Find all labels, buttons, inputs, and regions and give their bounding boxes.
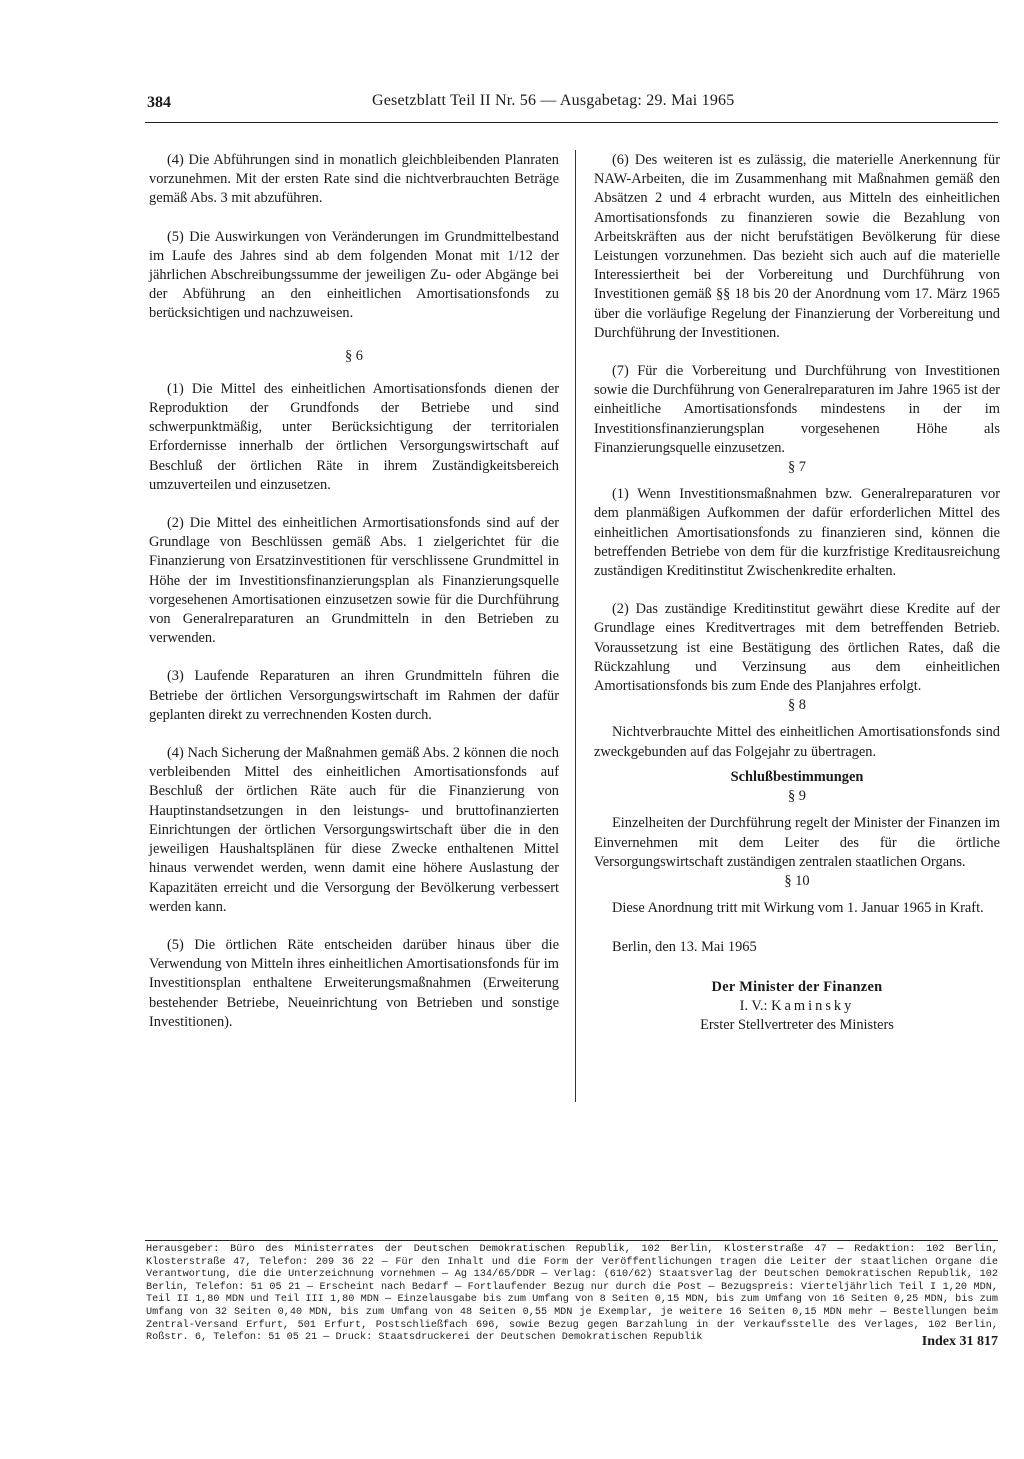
signature-name: Kaminsky (771, 997, 855, 1014)
signature-block (594, 978, 1000, 1036)
paragraph-5-5: (5) Die Auswirkungen von Veränderungen im Grundmittelbestand im Laufe des Jahres sind ab dem folgenden Monat mit 1/12 der jährlichen Abschreibungssumme der jeweiligen Zu- oder Abgänge bei der Abführung an den einheitlichen Amortisationsfonds zu berücksichtigen und nachzuweisen. (149, 228, 559, 322)
paragraph-10: Diese Anordnung tritt mit Wirkung vom 1. Januar 1965 in Kraft. (612, 900, 984, 917)
place-date: Berlin, den 13. Mai 1965 (612, 939, 757, 956)
signature-authority: Der Minister der Finanzen (711, 978, 883, 995)
section-heading-7: § 7 (788, 459, 806, 476)
right-column (594, 151, 1000, 1035)
paragraph-7-2: (2) Das zuständige Kreditinstitut gewährt diese Kredite auf der Grundlage eines Kreditvertrages mit dem betreffenden Betrieb. Voraussetzung ist eine Bestätigung des örtlichen Rates, daß die Rückzahlung und Verzinsung aus dem einheitlichen Amortisationsfonds bis zum Ende des Planjahres erfolgt. (594, 601, 1000, 695)
paragraph-8: Nichtverbrauchte Mittel des einheitlichen Amortisationsfonds sind zweckgebunden auf das Folgejahr zu übertragen. (594, 724, 1000, 760)
signature-prefix: I. V.: (739, 997, 768, 1014)
section-heading-8: § 8 (788, 697, 806, 714)
paragraph-6-3: (3) Laufende Reparaturen an ihren Grundmitteln führen die Betriebe der örtlichen Versorgungswirtschaft im Rahmen der dafür geplanten direkt zu verrechnenden Kosten durch. (149, 668, 559, 723)
paragraph-6-6: (6) Des weiteren ist es zulässig, die materielle Anerkennung für NAW-Arbeiten, die im Zusammenhang mit Maßnahmen gemäß den Absätzen 2 und 4 erbracht wurden, aus Mitteln des einheitlichen Amortisationsfonds zu finanzieren sowie die Bezahlung von Arbeitskräften aus der nicht berufstätigen Bevölkerung für diese Leistungen vorzunehmen. Das bezieht sich auch auf die materielle Interessiertheit bei der Vorbereitung und Durchführung von Investitionen gemäß §§ 18 bis 20 der Anordnung vom 17. März 1965 über die vorläufige Regelung der Finanzierung der Vorbereitung und Durchführung der Investitionen. (594, 152, 1000, 341)
footer-rule (145, 1240, 998, 1241)
paragraph-6-1: (1) Die Mittel des einheitlichen Amortisationsfonds dienen der Reproduktion der Grundfonds der Betriebe und sind schwerpunktmäßig, unter Berücksichtigung der territorialen Erfordernisse innerhalb der örtlichen Versorgungswirtschaft auf Beschluß der örtlichen Räte in ihrem Zuständigkeitsbereich umzuverteilen und einzusetzen. (149, 380, 559, 493)
page-header-title: Gesetzblatt Teil II Nr. 56 — Ausgabetag: 29. Mai 1965 (372, 92, 735, 109)
index-number: Index 31 817 (921, 1334, 998, 1349)
signature-name-line (594, 997, 1000, 1016)
paragraph-6-4: (4) Nach Sicherung der Maßnahmen gemäß Abs. 2 können die noch verbleibenden Mittel des einheitlichen Amortisationsfonds auf Beschluß der örtlichen Räte auch für die Finanzierung von Hauptinstandsetzungen in den leistungs- und bruttofinanzierten Einrichtungen der örtlichen Versorgungswirtschaft über die in den jeweiligen Haushaltsplänen für diese Zwecke enthaltenen Mittel hinaus verwendet werden, wenn damit eine höhere Auslastung der Kapazitäten erreicht und die Versorgung der Bevölkerung verbessert werden kann. (149, 745, 559, 915)
column-divider (575, 150, 576, 1102)
final-provisions-heading: Schlußbestimmungen (730, 768, 864, 785)
page-number: 384 (147, 94, 171, 111)
imprint-text: Herausgeber: Büro des Ministerrates der Deutschen Demokratischen Republik, 102 Berlin, Klosterstraße 47 — Redaktion: 102 Berlin, Klosterstraße 47, Telefon: 209 36 22 — Für den Inhalt und die Form der Veröffentlichungen tragen die Leiter der staatlichen Organe die Verantwortung, die die Unterzeichnung vornehmen — Ag 134/65/DDR — Verlag: (610/62) Staatsverlag der Deutschen Demokratischen Republik, 102 Berlin, Telefon: 51 05 21 — Erscheint nach Bedarf — Fortlaufender Bezug nur durch die Post — Bezugspreis: Vierteljährlich Teil I 1,20 MDN, Teil II 1,80 MDN und Teil III 1,80 MDN — Einzelausgabe bis zum Umfang von 8 Seiten 0,15 MDN, bis zum Umfang von 16 Seiten 0,25 MDN, bis zum Umfang von 32 Seiten 0,40 MDN, bis zum Umfang von 48 Seiten 0,55 MDN je Exemplar, je weitere 16 Seiten 0,15 MDN mehr — Bestellungen beim Zentral-Versand Erfurt, 501 Erfurt, Postschließfach 696, sowie Bezug gegen Barzahlung in der Verkaufsstelle des Verlages, 102 Berlin, Roßstr. 6, Telefon: 51 05 21 — Druck: Staatsdruckerei der Deutschen Demokratischen Republik (146, 1244, 998, 1344)
paragraph-6-7: (7) Für die Vorbereitung und Durchführung von Investitionen sowie die Durchführung von Generalreparaturen im Jahre 1965 ist der einheitliche Amortisationsfonds mindestens in der im Investitionsfinanzierungsplan vorgesehenen Höhe als Finanzierungsquelle einzusetzen. (594, 363, 1000, 456)
paragraph-6-5: (5) Die örtlichen Räte entscheiden darüber hinaus über die Verwendung von Mitteln ihres einheitlichen Amortisationsfonds für im Investitionsplan enthaltene Erweiterungsmaßnahmen (Erweiterung bestehender Betriebe, Neueinrichtung von Betrieben und sonstige Investitionen). (149, 936, 559, 1030)
section-heading-6: § 6 (345, 347, 363, 364)
paragraph-7-1: (1) Wenn Investitionsmaßnahmen bzw. Generalreparaturen vor dem planmäßigen Aufkommen der dafür erforderlichen Mittel des einheitlichen Amortisationsfonds zu finanzieren sind, können die betreffenden Betriebe von dem für die kurzfristige Kreditausreichung zuständigen Kreditinstitut Zwischenkredite erhalten. (594, 486, 1000, 580)
left-column (149, 151, 559, 1032)
paragraph-5-4: (4) Die Abführungen sind in monatlich gleichbleibenden Planraten vorzunehmen. Mit der ersten Rate sind die nichtverbrauchten Beträge gemäß Abs. 3 mit abzuführen. (149, 152, 559, 207)
signature-role: Erster Stellvertreter des Ministers (700, 1016, 894, 1033)
section-heading-10: § 10 (784, 872, 810, 889)
paragraph-9: Einzelheiten der Durchführung regelt der Minister der Finanzen im Einvernehmen mit dem Leiter des für die örtliche Versorgungswirtschaft zuständigen zentralen staatlichen Organs. (594, 815, 1000, 870)
header-rule (145, 122, 998, 123)
paragraph-6-2: (2) Die Mittel des einheitlichen Armortisationsfonds sind auf der Grundlage von Beschlüssen gemäß Abs. 1 zielgerichtet für die Finanzierung von Ersatzinvestitionen für verschlissene Grundmittel in Höhe der im Investitionsfinanzierungsplan als Finanzierungsquelle vorgesehenen Amortisationen einzusetzen sowie für die Durchführung von Generalreparaturen an Grundmitteln in den Betrieben zu verwenden. (149, 515, 559, 647)
section-heading-9: § 9 (788, 788, 806, 805)
